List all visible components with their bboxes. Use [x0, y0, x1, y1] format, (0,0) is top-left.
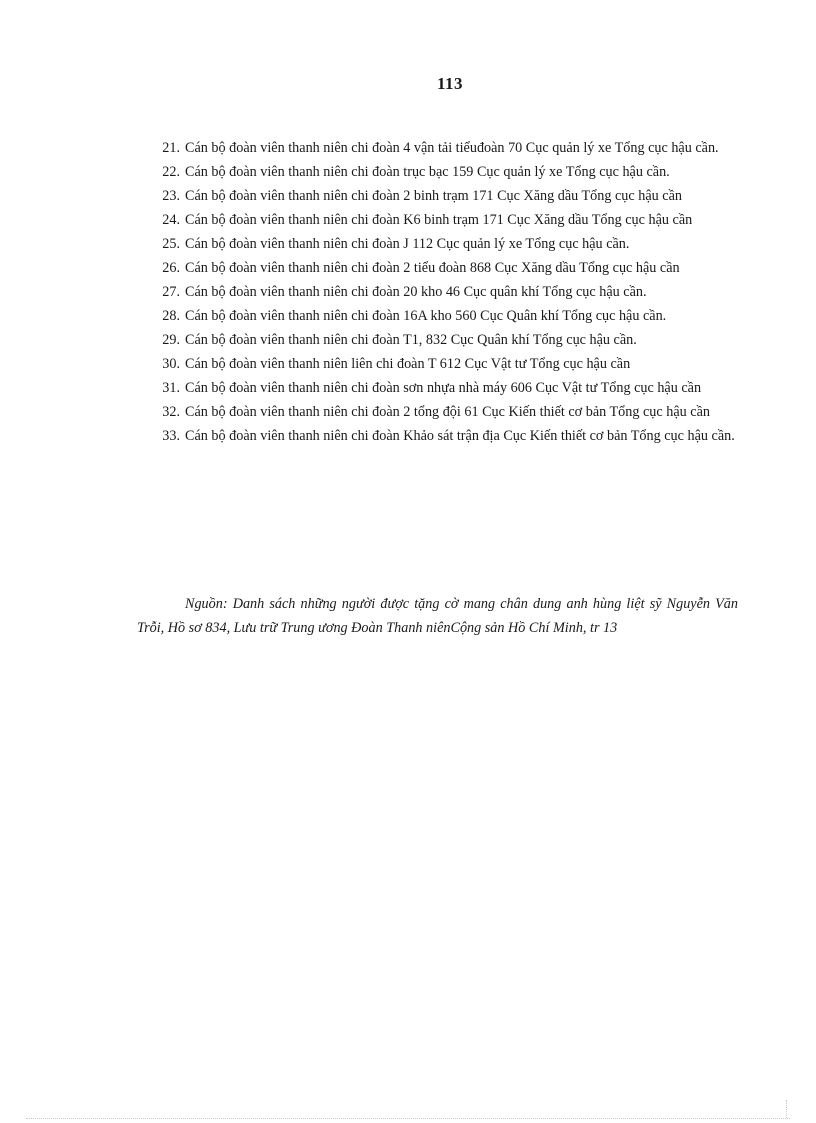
- list-item: [150, 352, 736, 376]
- list-item: [150, 184, 736, 208]
- list-item: [150, 256, 736, 280]
- list-item: [150, 136, 736, 160]
- list-item-text: Cán bộ đoàn viên thanh niên chi đoàn T1, 832 Cục Quân khí Tổng cục hậu cần.: [185, 332, 637, 348]
- list-item-number: 27.: [162, 284, 180, 300]
- list-item-number: 33.: [162, 428, 180, 444]
- list-item-text: Cán bộ đoàn viên thanh niên chi đoàn sơn nhựa nhà máy 606 Cục Vật tư Tổng cục hậu cần: [185, 380, 702, 396]
- list-item: [150, 160, 736, 184]
- list-item-text: Cán bộ đoàn viên thanh niên chi đoàn 16A kho 560 Cục Quân khí Tổng cục hậu cần.: [185, 308, 667, 324]
- list-item-number: 28.: [162, 308, 180, 324]
- list-item: [150, 280, 736, 304]
- page-number: 113: [436, 74, 464, 93]
- page-corner-mark: [786, 1100, 787, 1118]
- list-item-number: 26.: [162, 260, 180, 276]
- list-item-text: Cán bộ đoàn viên thanh niên chi đoàn Khảo sát trận địa Cục Kiến thiết cơ bản Tổng cục hậu cần.: [185, 428, 735, 444]
- list-item-text: Cán bộ đoàn viên thanh niên chi đoàn 4 vận tải tiểuđoàn 70 Cục quản lý xe Tổng cục hậu cần.: [185, 140, 719, 156]
- list-item: [150, 400, 736, 424]
- list-item: [150, 232, 736, 256]
- list-item-number: 32.: [162, 404, 180, 420]
- list-item-text: Cán bộ đoàn viên thanh niên chi đoàn 2 tổng đội 61 Cục Kiến thiết cơ bản Tổng cục hậu cần: [185, 404, 710, 420]
- list-item-number: 21.: [162, 140, 180, 156]
- list-item-number: 25.: [162, 236, 180, 252]
- list-item-number: 29.: [162, 332, 180, 348]
- list-item: [150, 208, 736, 232]
- list-item: [150, 328, 736, 352]
- list-item-text: Cán bộ đoàn viên thanh niên chi đoàn J 112 Cục quản lý xe Tổng cục hậu cần.: [185, 236, 630, 252]
- page-bottom-border: [26, 1118, 790, 1119]
- list-item-text: Cán bộ đoàn viên thanh niên chi đoàn 2 tiểu đoàn 868 Cục Xăng dầu Tổng cục hậu cần: [185, 260, 680, 276]
- list-item-number: 23.: [162, 188, 180, 204]
- list-item-number: 22.: [162, 164, 180, 180]
- list-item-text: Cán bộ đoàn viên thanh niên chi đoàn 20 kho 46 Cục quân khí Tổng cục hậu cần.: [185, 284, 647, 300]
- list-item: [150, 376, 736, 400]
- list-item-number: 24.: [162, 212, 180, 228]
- list-item-text: Cán bộ đoàn viên thanh niên chi đoàn trục bạc 159 Cục quản lý xe Tổng cục hậu cần.: [185, 164, 670, 180]
- list-item-text: Cán bộ đoàn viên thanh niên chi đoàn 2 binh trạm 171 Cục Xăng dầu Tổng cục hậu cần: [185, 188, 682, 204]
- list-item-number: 30.: [162, 356, 180, 372]
- list-item-text: Cán bộ đoàn viên thanh niên chi đoàn K6 binh trạm 171 Cục Xăng dầu Tổng cục hậu cần: [185, 212, 693, 228]
- recipient-list: [150, 136, 736, 448]
- list-item-number: 31.: [162, 380, 180, 396]
- source-citation: Nguồn: Danh sách những người được tặng cờ mang chân dung anh hùng liệt sỹ Nguyễn Văn Trỗi, Hồ sơ 834, Lưu trữ Trung ương Đoàn Thanh niênCộng sản Hồ Chí Minh, tr 13: [137, 596, 738, 636]
- list-item: [150, 304, 736, 328]
- list-item-text: Cán bộ đoàn viên thanh niên liên chi đoàn T 612 Cục Vật tư Tổng cục hậu cần: [185, 356, 631, 372]
- list-item: [150, 424, 736, 448]
